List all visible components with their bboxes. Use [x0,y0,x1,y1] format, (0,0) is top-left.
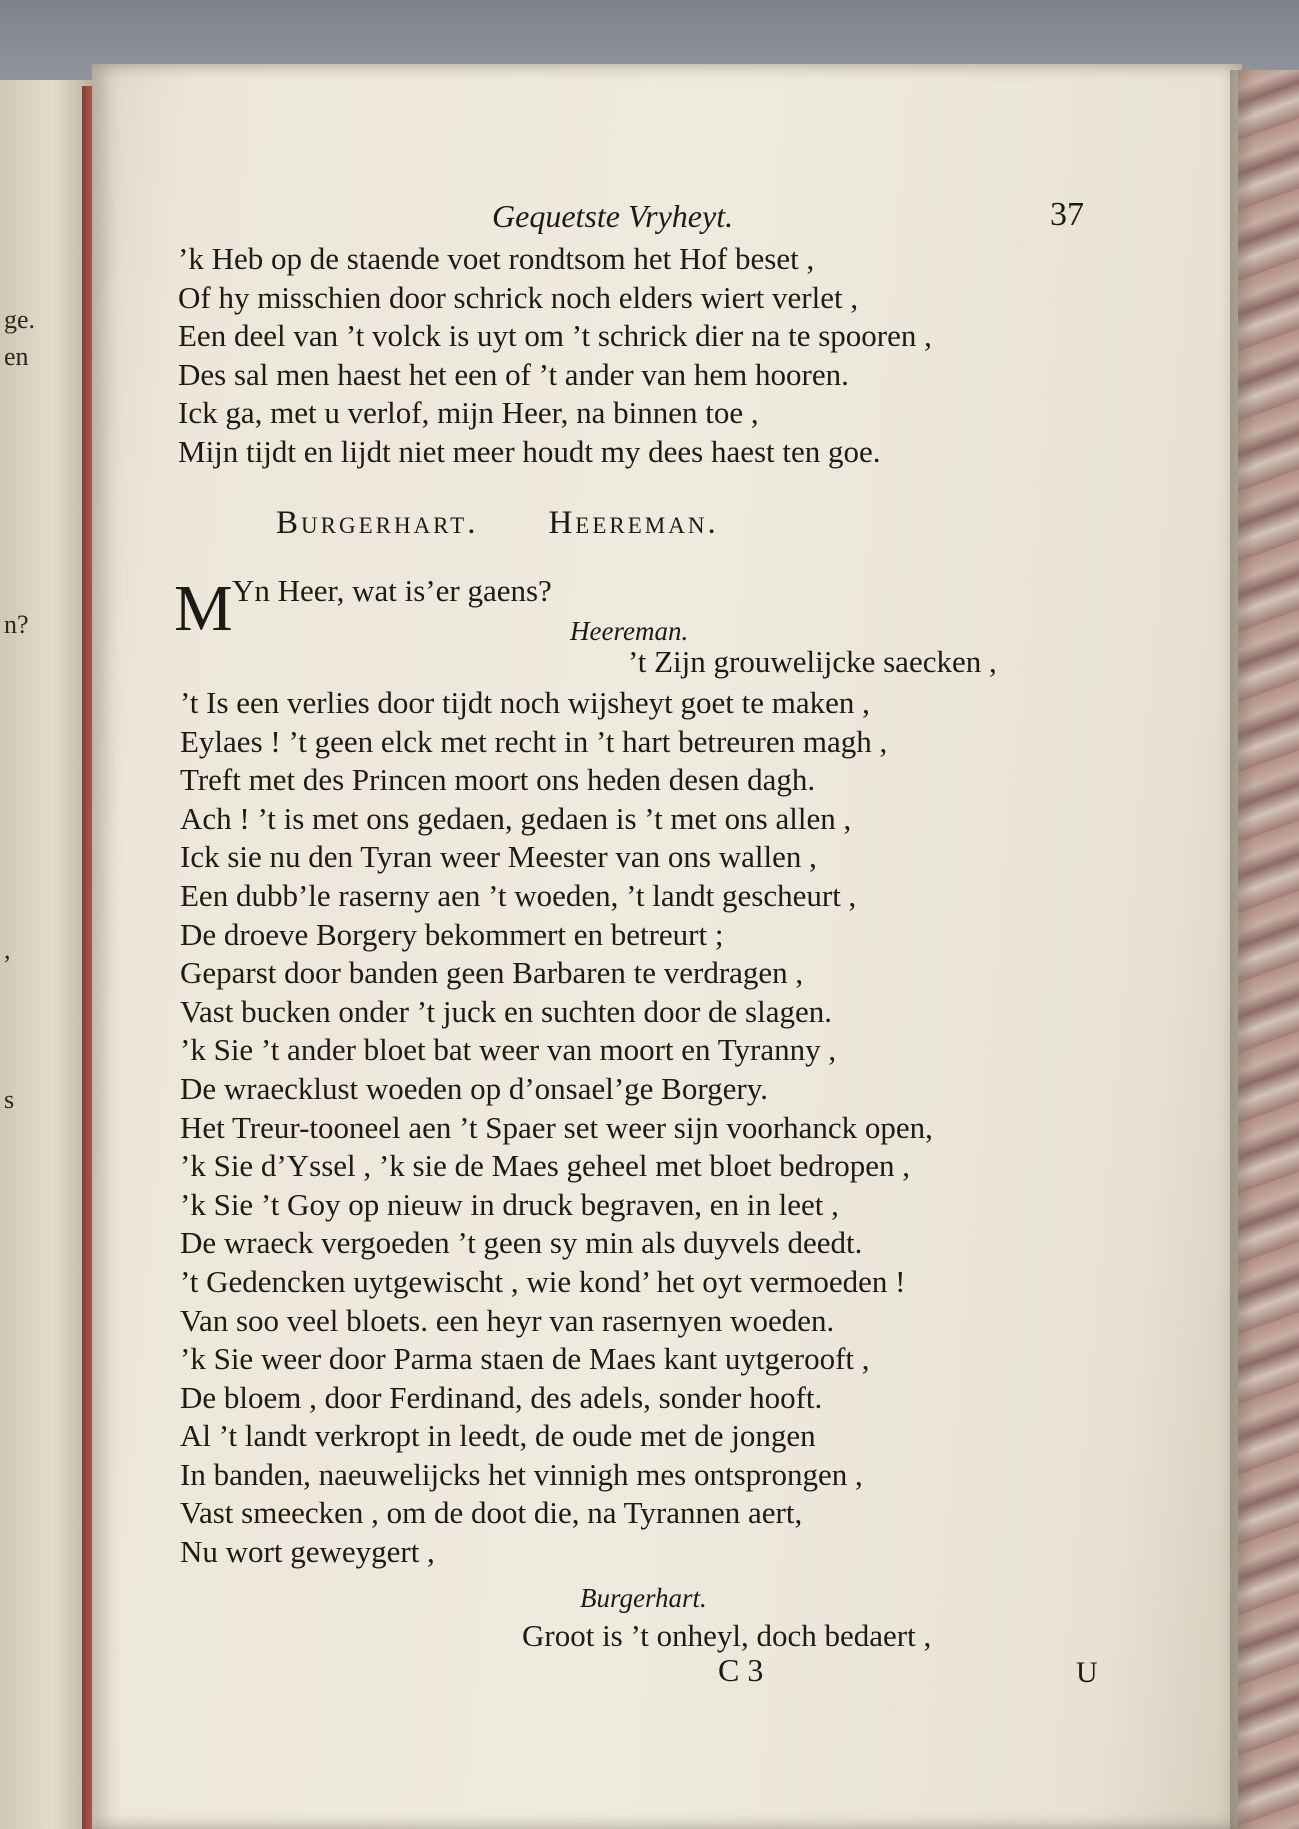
verse-line: ’k Sie weer door Parma staen de Maes kant uytgerooft , [180,1341,870,1377]
first-speech-line: Yn Heer, wat is’er gaens? [232,573,552,608]
left-page-fragment: en [4,342,29,371]
scene-speakers-heading [276,505,719,542]
running-header-title: Gequetste Vryheyt. [492,198,734,234]
left-page-fragment: n? [4,610,29,639]
verse-line: ’k Sie ’t ander bloet bat weer van moort en Tyranny , [180,1032,837,1068]
speaker-label-burgerhart: Burgerhart. [580,1583,707,1613]
verse-line: Een dubb’le raserny aen ’t woeden, ’t landt gescheurt , [180,877,857,913]
verse-line: ’k Sie d’Yssel , ’k sie de Maes geheel met bloet bedropen , [180,1148,911,1184]
page-edge-shadow [1230,70,1254,1829]
verse-line: De wraecklust woeden op d’onsael’ge Borgery. [180,1070,768,1106]
verse-line: ’k Sie ’t Goy op nieuw in druck begraven, en in leet , [180,1186,839,1222]
verse-line: ’t Is een verlies door tijdt noch wijsheyt goet te maken , [180,685,870,720]
verse-line: Ick ga, met u verlof, mijn Heer, na binnen toe , [178,395,759,431]
verse-block-1 [178,240,932,472]
verse-line: Een deel van ’t volck is uyt om ’t schrick dier na te spooren , [178,318,932,354]
verse-block-2 [180,684,933,1572]
verse-line: Ick sie nu den Tyran weer Meester van ons wallen , [180,839,817,875]
speaker-name-burgerhart: Burgerhart. [276,505,479,541]
drop-cap-initial: M [174,572,233,645]
speaker-label-heereman: Heereman. [570,616,689,646]
verse-line: Van soo veel bloets. een heyr van rasernyen woeden. [180,1302,835,1338]
burgerhart-reply-line: Groot is ’t onheyl, doch bedaert , [522,1618,932,1653]
verse-line: Vast smeecken , om de doot die, na Tyrannen aert, [180,1495,803,1531]
page-number: 37 [1050,196,1084,233]
verse-line: De bloem , door Ferdinand, des adels, sonder hooft. [180,1379,823,1415]
verse-line: Mijn tijdt en lijdt niet meer houdt my dees haest ten goe. [178,433,881,469]
verse-line: Des sal men haest het een of ’t ander van hem hooren. [178,356,849,392]
verse-line: Al ’t landt verkropt in leedt, de oude met de jongen [180,1418,816,1454]
verse-line: Of hy misschien door schrick noch elders wiert verlet , [178,279,859,315]
verse-line: Het Treur-tooneel aen ’t Spaer set weer sijn voorhanck open, [180,1109,933,1145]
verse-line: Geparst door banden geen Barbaren te verdragen , [180,955,804,991]
left-page-fragment: ge. [4,305,36,334]
verse-line: Eylaes ! ’t geen elck met recht in ’t hart betreuren magh , [180,723,888,759]
verse-line: Vast bucken onder ’t juck en suchten door de slagen. [180,993,832,1029]
verse-line: De wraeck vergoeden ’t geen sy min als duyvels deedt. [180,1225,863,1261]
verse-line: De droeve Borgery bekommert en betreurt ; [180,916,724,952]
left-page-fragment: s [4,1085,15,1114]
speaker-name-heereman: Heereman. [548,505,719,541]
catchword: U [1076,1656,1098,1689]
verse-line: Treft met des Princen moort ons heden desen dagh. [180,762,816,798]
verse-line: ’k Heb op de staende voet rondtsom het Hof beset , [178,241,815,276]
verse-line: ’t Gedencken uytgewischt , wie kond’ het oyt vermoeden ! [180,1263,906,1299]
left-page-fragment: , [4,935,11,964]
verse-line: Ach ! ’t is met ons gedaen, gedaen is ’t met ons allen , [180,800,852,836]
verse-line: Nu wort geweygert , [180,1534,435,1570]
verse-line: In banden, naeuwelijcks het vinnigh mes ontsprongen , [180,1456,863,1492]
signature-mark: C 3 [718,1652,764,1688]
left-page-edge [0,80,95,1829]
heereman-first-line: ’t Zijn grouwelijcke saecken , [628,644,997,679]
